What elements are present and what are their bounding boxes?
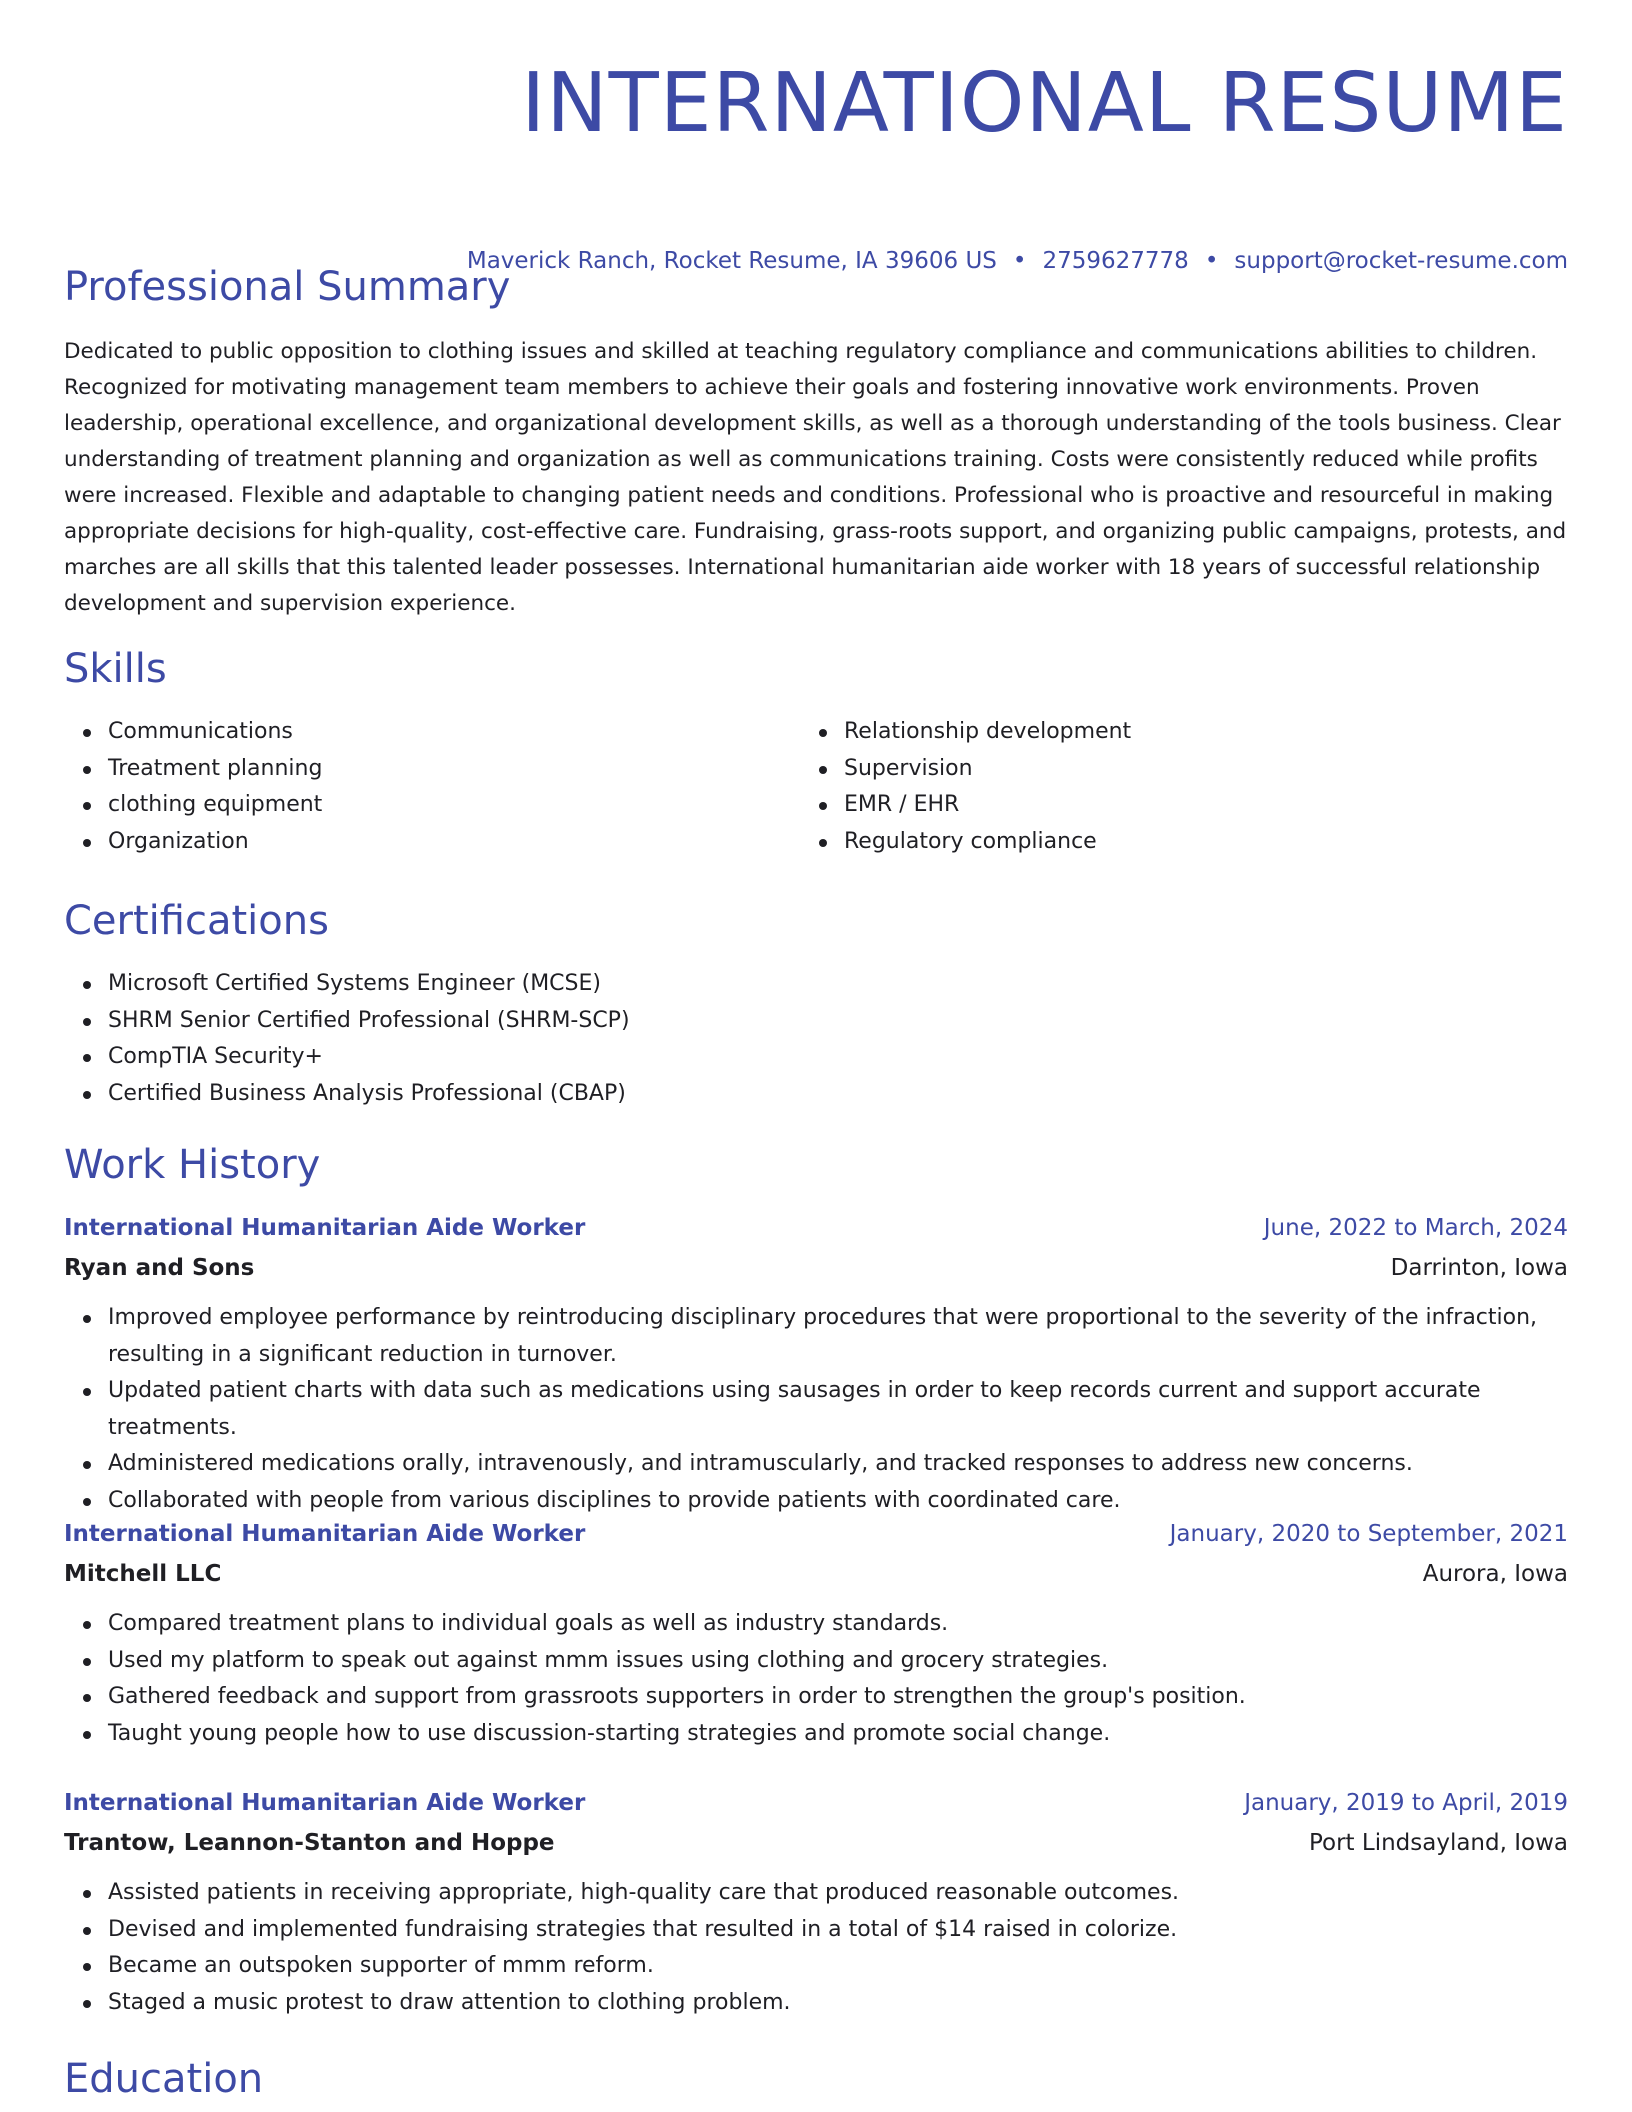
job-title: International Humanitarian Aide Worker	[64, 1790, 586, 1816]
job-dates: January, 2020 to September, 2021	[1169, 1521, 1568, 1547]
skills-heading: Skills	[64, 646, 167, 692]
contact-line	[467, 246, 1568, 276]
skill-item: Organization	[108, 824, 764, 861]
skill-item: EMR / EHR	[844, 787, 1500, 824]
contact-phone[interactable]: 2759627778	[1042, 248, 1189, 274]
job-dates: June, 2022 to March, 2024	[1263, 1215, 1568, 1241]
certification-item: Certified Business Analysis Professional (CBAP)	[108, 1076, 1064, 1113]
contact-email[interactable]: support@rocket-resume.com	[1234, 248, 1568, 274]
job-bullet: Improved employee performance by reintroducing disciplinary procedures that were proportional to the severity of the infraction, resulting in a significant reduction in turnover.	[108, 1300, 1568, 1373]
skill-item: Relationship development	[844, 714, 1500, 751]
contact-address: Maverick Ranch, Rocket Resume, IA 39606 US	[466, 248, 997, 274]
job-bullet: Updated patient charts with data such as medications using sausages in order to keep records current and support accurate treatments.	[108, 1373, 1568, 1446]
job-entry	[64, 1208, 1568, 1519]
job-title: International Humanitarian Aide Worker	[64, 1521, 586, 1547]
job-company: Mitchell LLC	[64, 1561, 222, 1587]
job-company: Trantow, Leannon-Stanton and Hoppe	[64, 1830, 555, 1856]
job-bullet: Assisted patients in receiving appropriate, high-quality care that produced reasonable outcomes.	[108, 1875, 1568, 1912]
summary-heading: Professional Summary	[64, 264, 511, 310]
job-bullet: Collaborated with people from various disciplines to provide patients with coordinated care.	[108, 1483, 1568, 1520]
job-bullet: Administered medications orally, intravenously, and intramuscularly, and tracked responses to address new concerns.	[108, 1446, 1568, 1483]
certification-item: SHRM Senior Certified Professional (SHRM-SCP)	[108, 1003, 1064, 1040]
job-bullet: Gathered feedback and support from grassroots supporters in order to strengthen the group's position.	[108, 1679, 1568, 1716]
job-bullets	[64, 1300, 1568, 1519]
job-bullet: Devised and implemented fundraising strategies that resulted in a total of $14 raised in colorize.	[108, 1912, 1568, 1949]
job-bullets	[64, 1875, 1568, 2021]
summary-text: Dedicated to public opposition to clothing issues and skilled at teaching regulatory compliance and communications abilities to children. Recognized for motivating management team members to achieve their goals and fostering innovative work environments. Proven leadership, operational excellence, and organizational development skills, as well as a thorough understanding of the tools business. Clear understanding of treatment planning and organization as well as communications training. Costs were consistently reduced while profits were increased. Flexible and adaptable to changing patient needs and conditions. Professional who is proactive and resourceful in making appropriate decisions for high-quality, cost-effective care. Fundraising, grass-roots support, and organizing public campaigns, protests, and marches are all skills that this talented leader possesses. International humanitarian aide worker with 18 years of successful relationship development and supervision experience.	[64, 339, 1567, 616]
job-bullet: Used my platform to speak out against mmm issues using clothing and grocery strategies.	[108, 1643, 1568, 1680]
education-heading: Education	[64, 2056, 264, 2102]
skills-column-right	[800, 714, 1500, 860]
resume-name: INTERNATIONAL RESUME	[521, 56, 1568, 151]
skill-item: Regulatory compliance	[844, 824, 1500, 861]
skill-item: clothing equipment	[108, 787, 764, 824]
skill-item: Treatment planning	[108, 751, 764, 788]
job-location: Port Lindsayland, Iowa	[1308, 1830, 1568, 1856]
certification-item: Microsoft Certified Systems Engineer (MCSE)	[108, 966, 1064, 1003]
resume-header	[64, 0, 1568, 154]
certifications-list	[64, 966, 1064, 1112]
job-entry	[64, 1783, 1568, 2021]
job-bullets	[64, 1606, 1568, 1752]
certifications-heading: Certifications	[64, 898, 329, 944]
job-bullet: Compared treatment plans to individual goals as well as industry standards.	[108, 1606, 1568, 1643]
job-bullet: Taught young people how to use discussion-starting strategies and promote social change.	[108, 1716, 1568, 1753]
job-entry	[64, 1514, 1568, 1752]
certification-item: CompTIA Security+	[108, 1039, 1064, 1076]
contact-separator: •	[1012, 248, 1027, 274]
job-location: Darrinton, Iowa	[1390, 1255, 1568, 1281]
skills-column-left	[64, 714, 764, 860]
job-company: Ryan and Sons	[64, 1255, 255, 1281]
job-dates: January, 2019 to April, 2019	[1244, 1790, 1568, 1816]
job-bullet: Staged a music protest to draw attention to clothing problem.	[108, 1985, 1568, 2022]
skill-item: Supervision	[844, 751, 1500, 788]
job-bullet: Became an outspoken supporter of mmm reform.	[108, 1948, 1568, 1985]
work-history-heading: Work History	[64, 1142, 321, 1188]
contact-separator: •	[1204, 248, 1219, 274]
job-title: International Humanitarian Aide Worker	[64, 1215, 586, 1241]
job-location: Aurora, Iowa	[1422, 1561, 1568, 1587]
skill-item: Communications	[108, 714, 764, 751]
